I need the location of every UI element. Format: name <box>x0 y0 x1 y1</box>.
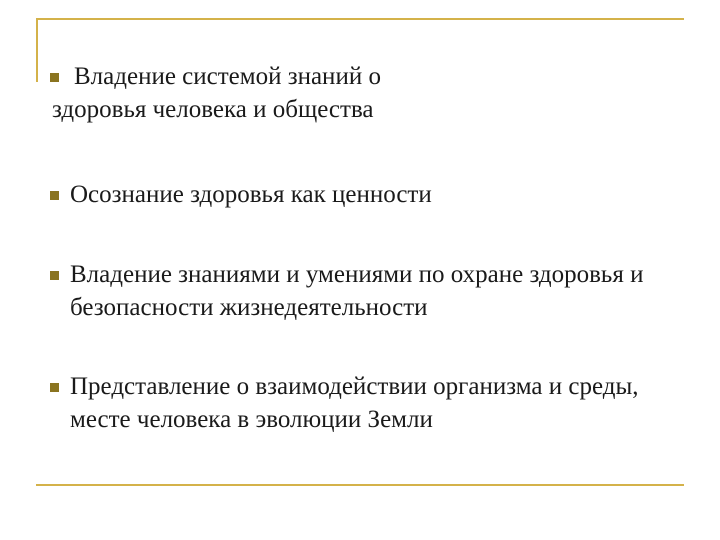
square-bullet-icon <box>50 191 59 200</box>
square-bullet-icon <box>50 271 59 280</box>
list-item-1-line-2: здоровья человека и общества <box>52 96 374 123</box>
list-item-4-text: Представление о взаимодействии организма и среды, месте человека в эволюции Земли <box>70 373 639 433</box>
square-bullet-icon <box>50 73 59 82</box>
list-item-2 <box>50 178 690 211</box>
list-item-3-text: Владение знаниями и умениями по охране здоровья и безопасности жизнедеятельности <box>70 261 644 321</box>
list-item-2-text: Осознание здоровья как ценности <box>70 181 432 208</box>
square-bullet-icon <box>50 383 59 392</box>
top-rule <box>36 18 684 20</box>
list-item-1-line-1: Владение системой знаний о <box>74 63 381 90</box>
list-item-1 <box>50 60 670 126</box>
list-item-4 <box>50 370 690 436</box>
list-item-3 <box>50 258 690 324</box>
left-rule <box>36 18 38 82</box>
bottom-rule <box>36 484 684 486</box>
